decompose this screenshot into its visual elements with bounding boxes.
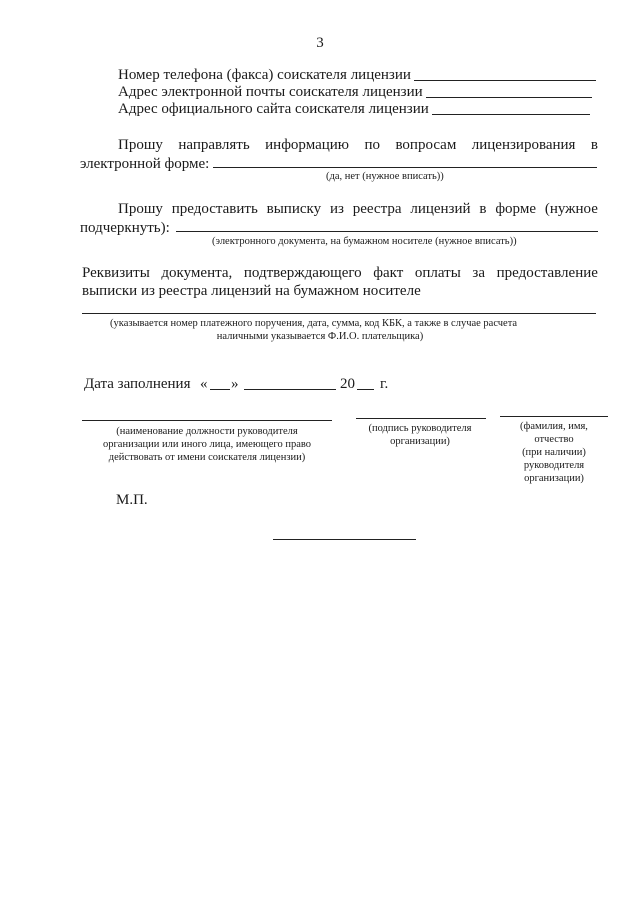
- electronic-info-word: информацию: [265, 137, 349, 153]
- payment-details-line: [82, 313, 596, 314]
- extract-underline-label: подчеркнуть):: [80, 220, 170, 236]
- payment-word: Реквизиты: [82, 265, 150, 281]
- fullname-caption-line: (при наличии): [522, 447, 586, 458]
- payment-sentence-line2: выписки из реестра лицензий на бумажном носителе: [82, 283, 421, 299]
- month-field-line: [244, 389, 336, 390]
- website-label: Адрес официального сайта соискателя лицензии: [118, 101, 429, 117]
- date-close-quote: »: [231, 376, 239, 392]
- position-line: [82, 420, 332, 421]
- signature-caption-line: (подпись руководителя: [368, 423, 472, 434]
- extract-word: реестра: [352, 201, 402, 217]
- electronic-form-line: [213, 167, 597, 168]
- extract-word: Прошу: [118, 201, 163, 217]
- electronic-info-word: Прошу: [118, 137, 163, 153]
- payment-word: документа,: [161, 265, 233, 281]
- date-open-quote: «: [200, 376, 208, 392]
- payment-sentence: [82, 265, 598, 282]
- signature-caption: [352, 422, 488, 448]
- extract-sentence: [118, 201, 598, 218]
- year-field-line: [357, 389, 374, 390]
- electronic-info-word: лицензирования: [471, 137, 576, 153]
- fullname-caption-line: отчество: [534, 434, 574, 445]
- payment-word: за: [472, 265, 486, 281]
- extract-form-line: [176, 231, 598, 232]
- fullname-line: [500, 416, 608, 417]
- extract-word: предоставить: [171, 201, 258, 217]
- fullname-caption-line: руководителя: [523, 460, 585, 471]
- fullname-caption: [495, 420, 613, 485]
- extract-word: форме: [495, 201, 536, 217]
- website-field-line: [432, 114, 590, 115]
- electronic-form-hint: (да, нет (нужное вписать)): [326, 171, 444, 182]
- payment-word: оплаты: [414, 265, 461, 281]
- date-label: Дата заполнения: [84, 376, 191, 392]
- signature-line: [356, 418, 486, 419]
- electronic-info-word: по: [364, 137, 380, 153]
- email-field-line: [426, 97, 592, 98]
- position-caption-line: (наименование должности руководителя: [116, 426, 298, 437]
- year-suffix: г.: [380, 376, 389, 392]
- electronic-form-label: электронной форме:: [80, 156, 210, 172]
- payment-word: подтверждающего: [243, 265, 362, 281]
- extract-word: из: [329, 201, 344, 217]
- electronic-info-word: направлять: [178, 137, 250, 153]
- phone-label: Номер телефона (факса) соискателя лицензии: [118, 67, 411, 83]
- signature-caption-line: организации): [390, 436, 450, 447]
- payment-word: предоставление: [496, 265, 598, 281]
- fullname-caption-line: (фамилия, имя,: [520, 421, 588, 432]
- electronic-info-word: вопросам: [395, 137, 457, 153]
- position-caption-line: организации или иного лица, имеющего право: [103, 439, 311, 450]
- closing-line: [273, 539, 416, 540]
- fullname-caption-line: организации): [524, 473, 584, 484]
- day-field-line: [210, 389, 230, 390]
- extract-word: выписку: [266, 201, 322, 217]
- page-number: 3: [316, 35, 324, 51]
- phone-field-line: [414, 80, 596, 81]
- electronic-info-sentence: [118, 137, 598, 154]
- position-caption-line: действовать от имени соискателя лицензии): [108, 452, 306, 463]
- electronic-info-word: в: [590, 137, 598, 153]
- email-label: Адрес электронной почты соискателя лицензии: [118, 84, 423, 100]
- payment-hint-line2: наличными указывается Ф.И.О. плательщика): [216, 331, 424, 342]
- year-prefix: 20: [340, 376, 355, 392]
- stamp-label: М.П.: [116, 492, 148, 508]
- payment-word: факт: [373, 265, 404, 281]
- extract-word: (нужное: [544, 201, 598, 217]
- payment-hint-line1: (указывается номер платежного поручения, дата, сумма, код КБК, а также в случае расчета: [110, 318, 518, 329]
- extract-word: в: [479, 201, 487, 217]
- extract-form-hint: (электронного документа, на бумажном носителе (нужное вписать)): [212, 236, 517, 247]
- position-caption: [82, 425, 332, 464]
- extract-word: лицензий: [410, 201, 471, 217]
